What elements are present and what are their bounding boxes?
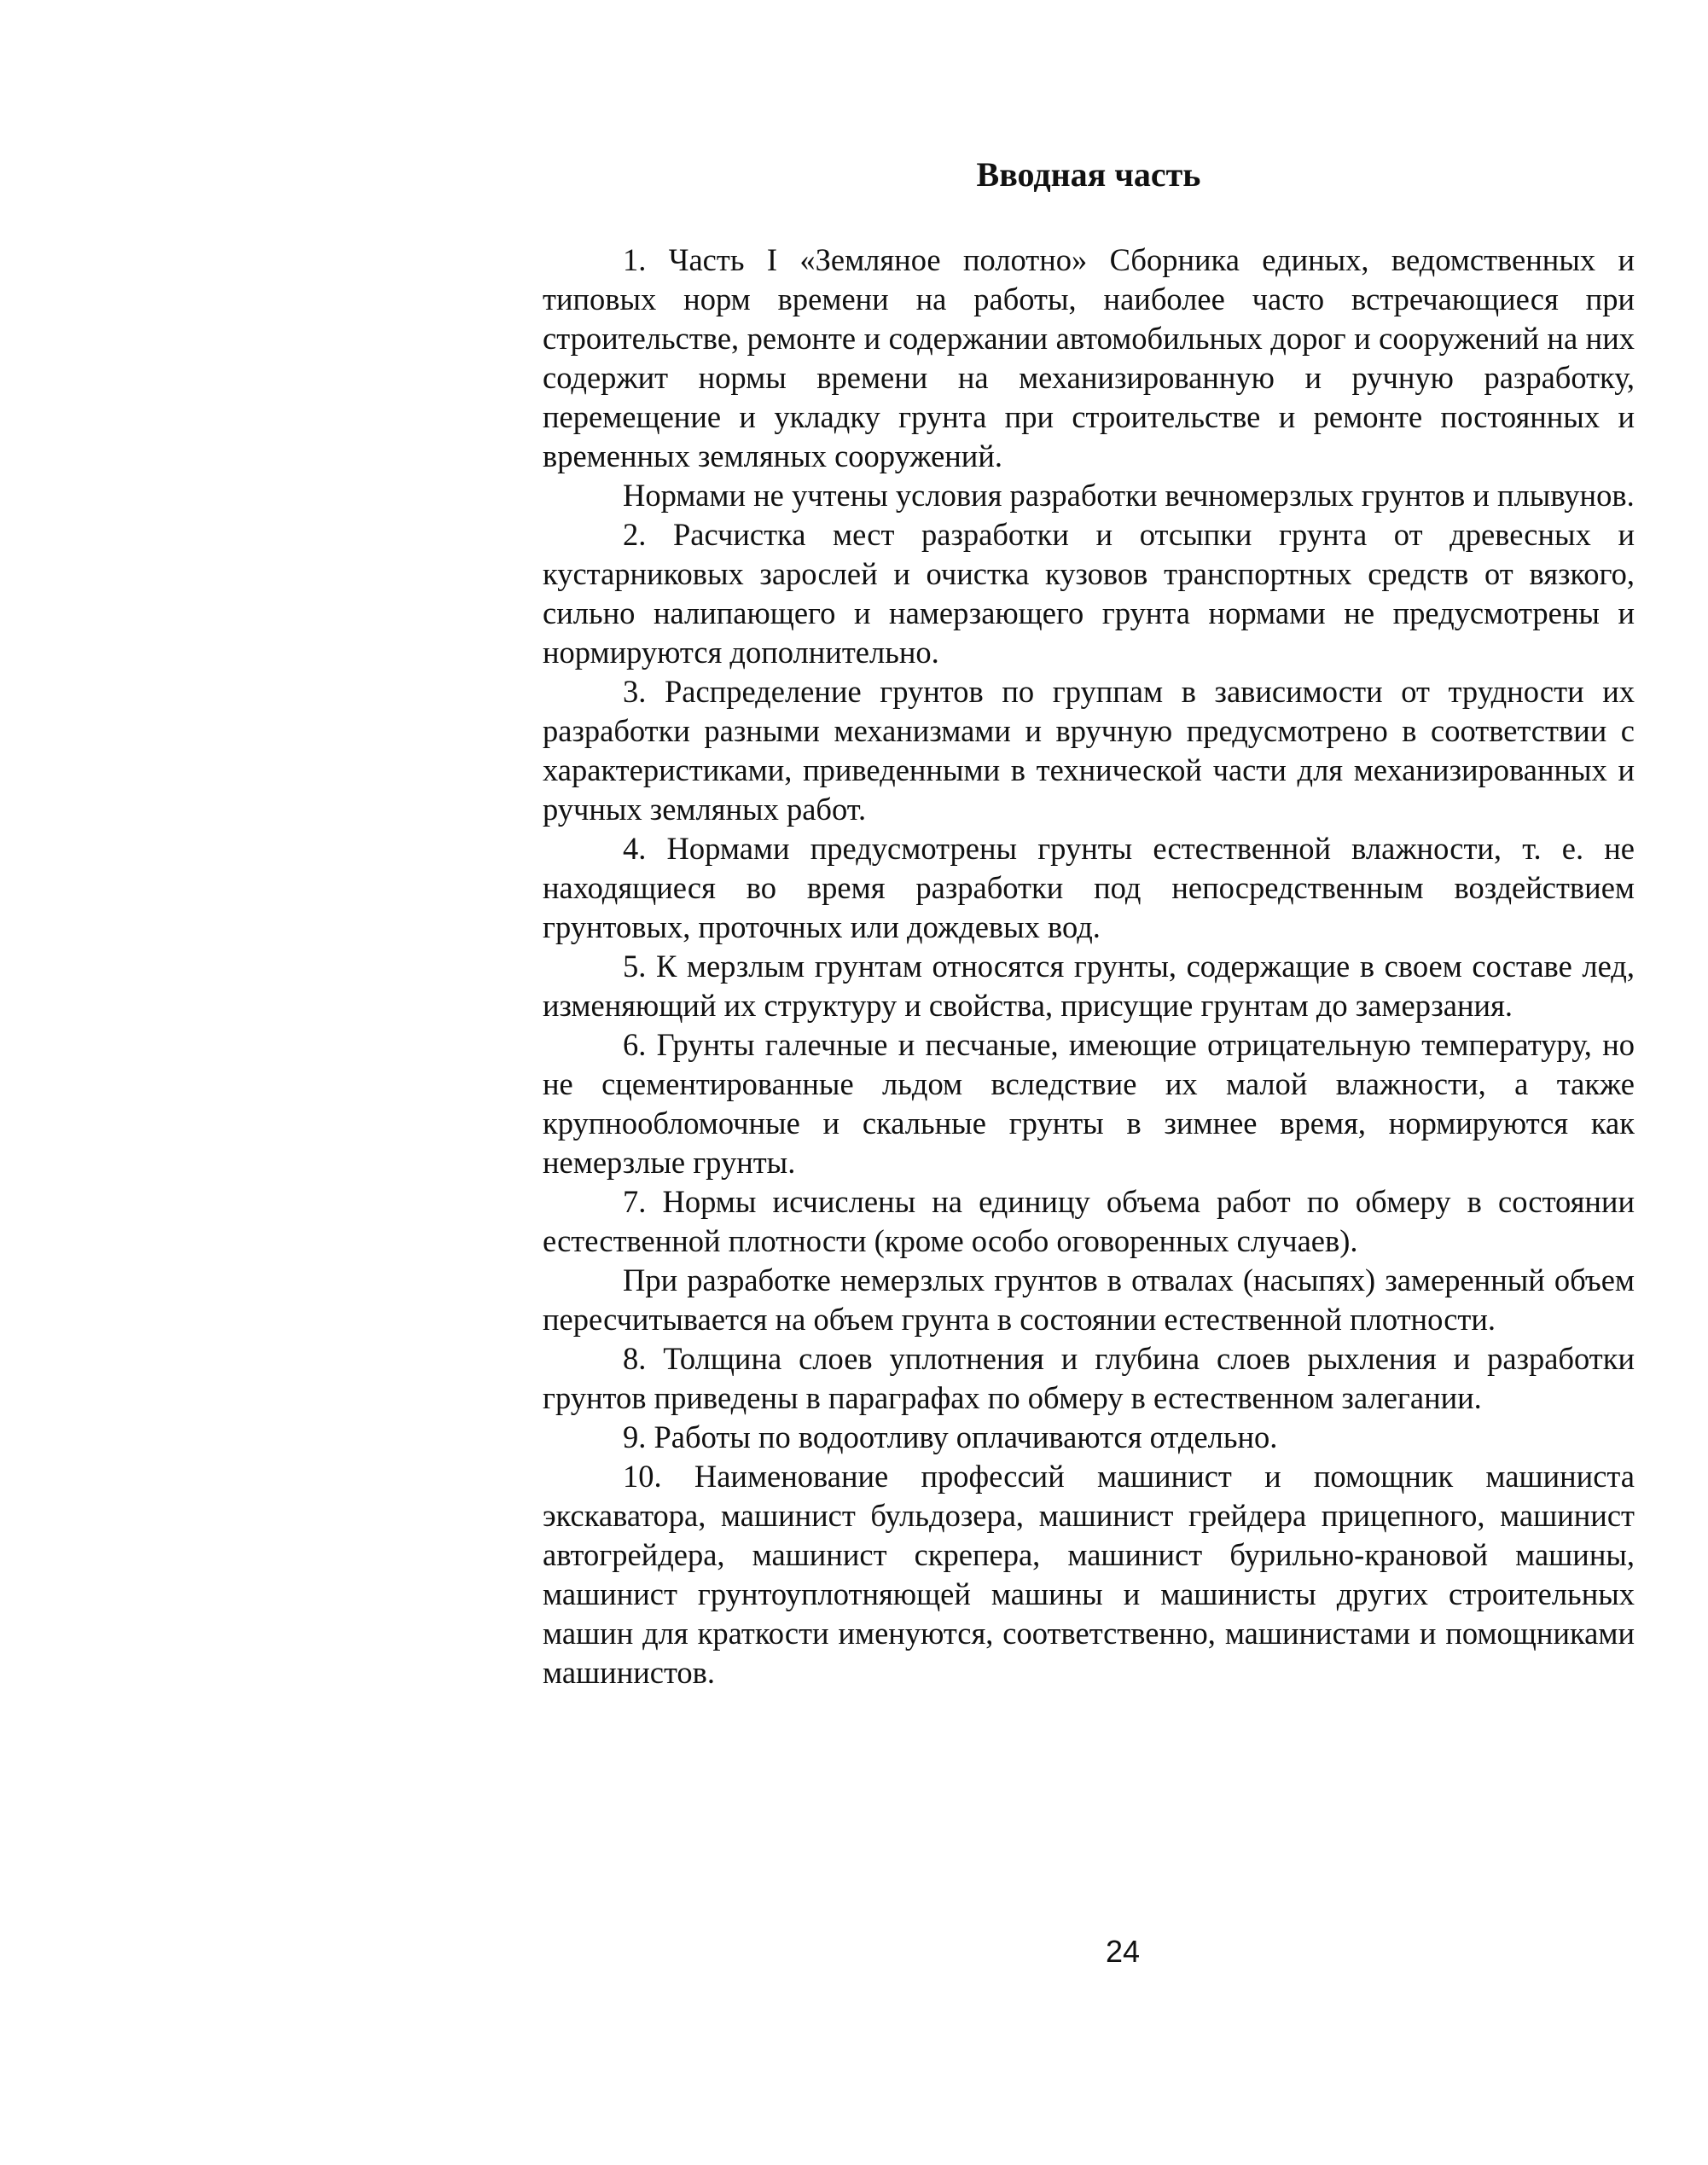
paragraph-4: 4. Нормами предусмотрены грунты естественной влажности, т. е. не находящиеся во время разработки под непосредственным воздействием грунтовых, проточных или дождевых вод. bbox=[543, 831, 1635, 944]
paragraph-1: 1. Часть I «Земляное полотно» Сборника единых, ведомственных и типовых норм времени на работы, наиболее часто встречающиеся при строительстве, ремонте и содержании автомобильных дорог и сооружений на них содержит нормы времени на механизированную и ручную разработку, перемещение и укладку грунта при строительстве и ремонте постоянных и временных земляных сооружений. bbox=[543, 242, 1635, 473]
section-body bbox=[543, 241, 1635, 1692]
paragraph-8: 8. Толщина слоев уплотнения и глубина слоев рыхления и разработки грунтов приведены в параграфах по обмеру в естественном залегании. bbox=[543, 1341, 1635, 1415]
paragraph-7: 7. Нормы исчислены на единицу объема работ по обмеру в состоянии естественной плотности (кроме особо оговоренных случаев). bbox=[543, 1184, 1635, 1258]
paragraph-9: 9. Работы по водоотливу оплачиваются отдельно. bbox=[623, 1419, 1278, 1454]
paragraph-2: 2. Расчистка мест разработки и отсыпки грунта от древесных и кустарниковых зарослей и очистка кузовов транспортных средств от вязкого, сильно налипающего и намерзающего грунта нормами не предусмотрены и нормируются дополнительно. bbox=[543, 517, 1635, 670]
paragraph-1-note: Нормами не учтены условия разработки вечномерзлых грунтов и плывунов. bbox=[623, 478, 1635, 513]
paragraph-5: 5. К мерзлым грунтам относятся грунты, содержащие в своем составе лед, изменяющий их структуру и свойства, присущие грунтам до замерзания. bbox=[543, 949, 1635, 1023]
paragraph-6: 6. Грунты галечные и песчаные, имеющие отрицательную температуру, но не сцементированные льдом вследствие их малой влажности, а также крупнообломочные и скальные грунты в зимнее время, нормируются как немерзлые грунты. bbox=[543, 1027, 1635, 1180]
paragraph-7-note: При разработке немерзлых грунтов в отвалах (насыпях) замеренный объем пересчитывается на объем грунта в состоянии естественной плотности. bbox=[543, 1262, 1635, 1337]
section-title: Вводная часть bbox=[976, 155, 1201, 194]
page-number: 24 bbox=[1105, 1934, 1141, 1969]
paragraph-10: 10. Наименование профессий машинист и помощник машиниста экскаватора, машинист бульдозера, машинист грейдера прицепного, машинист автогрейдера, машинист скрепера, машинист бурильно-крановой машины, машинист грунтоуплотняющей машины и машинисты других строительных машин для краткости именуются, соответственно, машинистами и помощниками машинистов. bbox=[543, 1459, 1635, 1690]
paragraph-3: 3. Распределение грунтов по группам в зависимости от трудности их разработки разными механизмами и вручную предусмотрено в соответствии с характеристиками, приведенными в технической части для механизированных и ручных земляных работ. bbox=[543, 674, 1635, 827]
